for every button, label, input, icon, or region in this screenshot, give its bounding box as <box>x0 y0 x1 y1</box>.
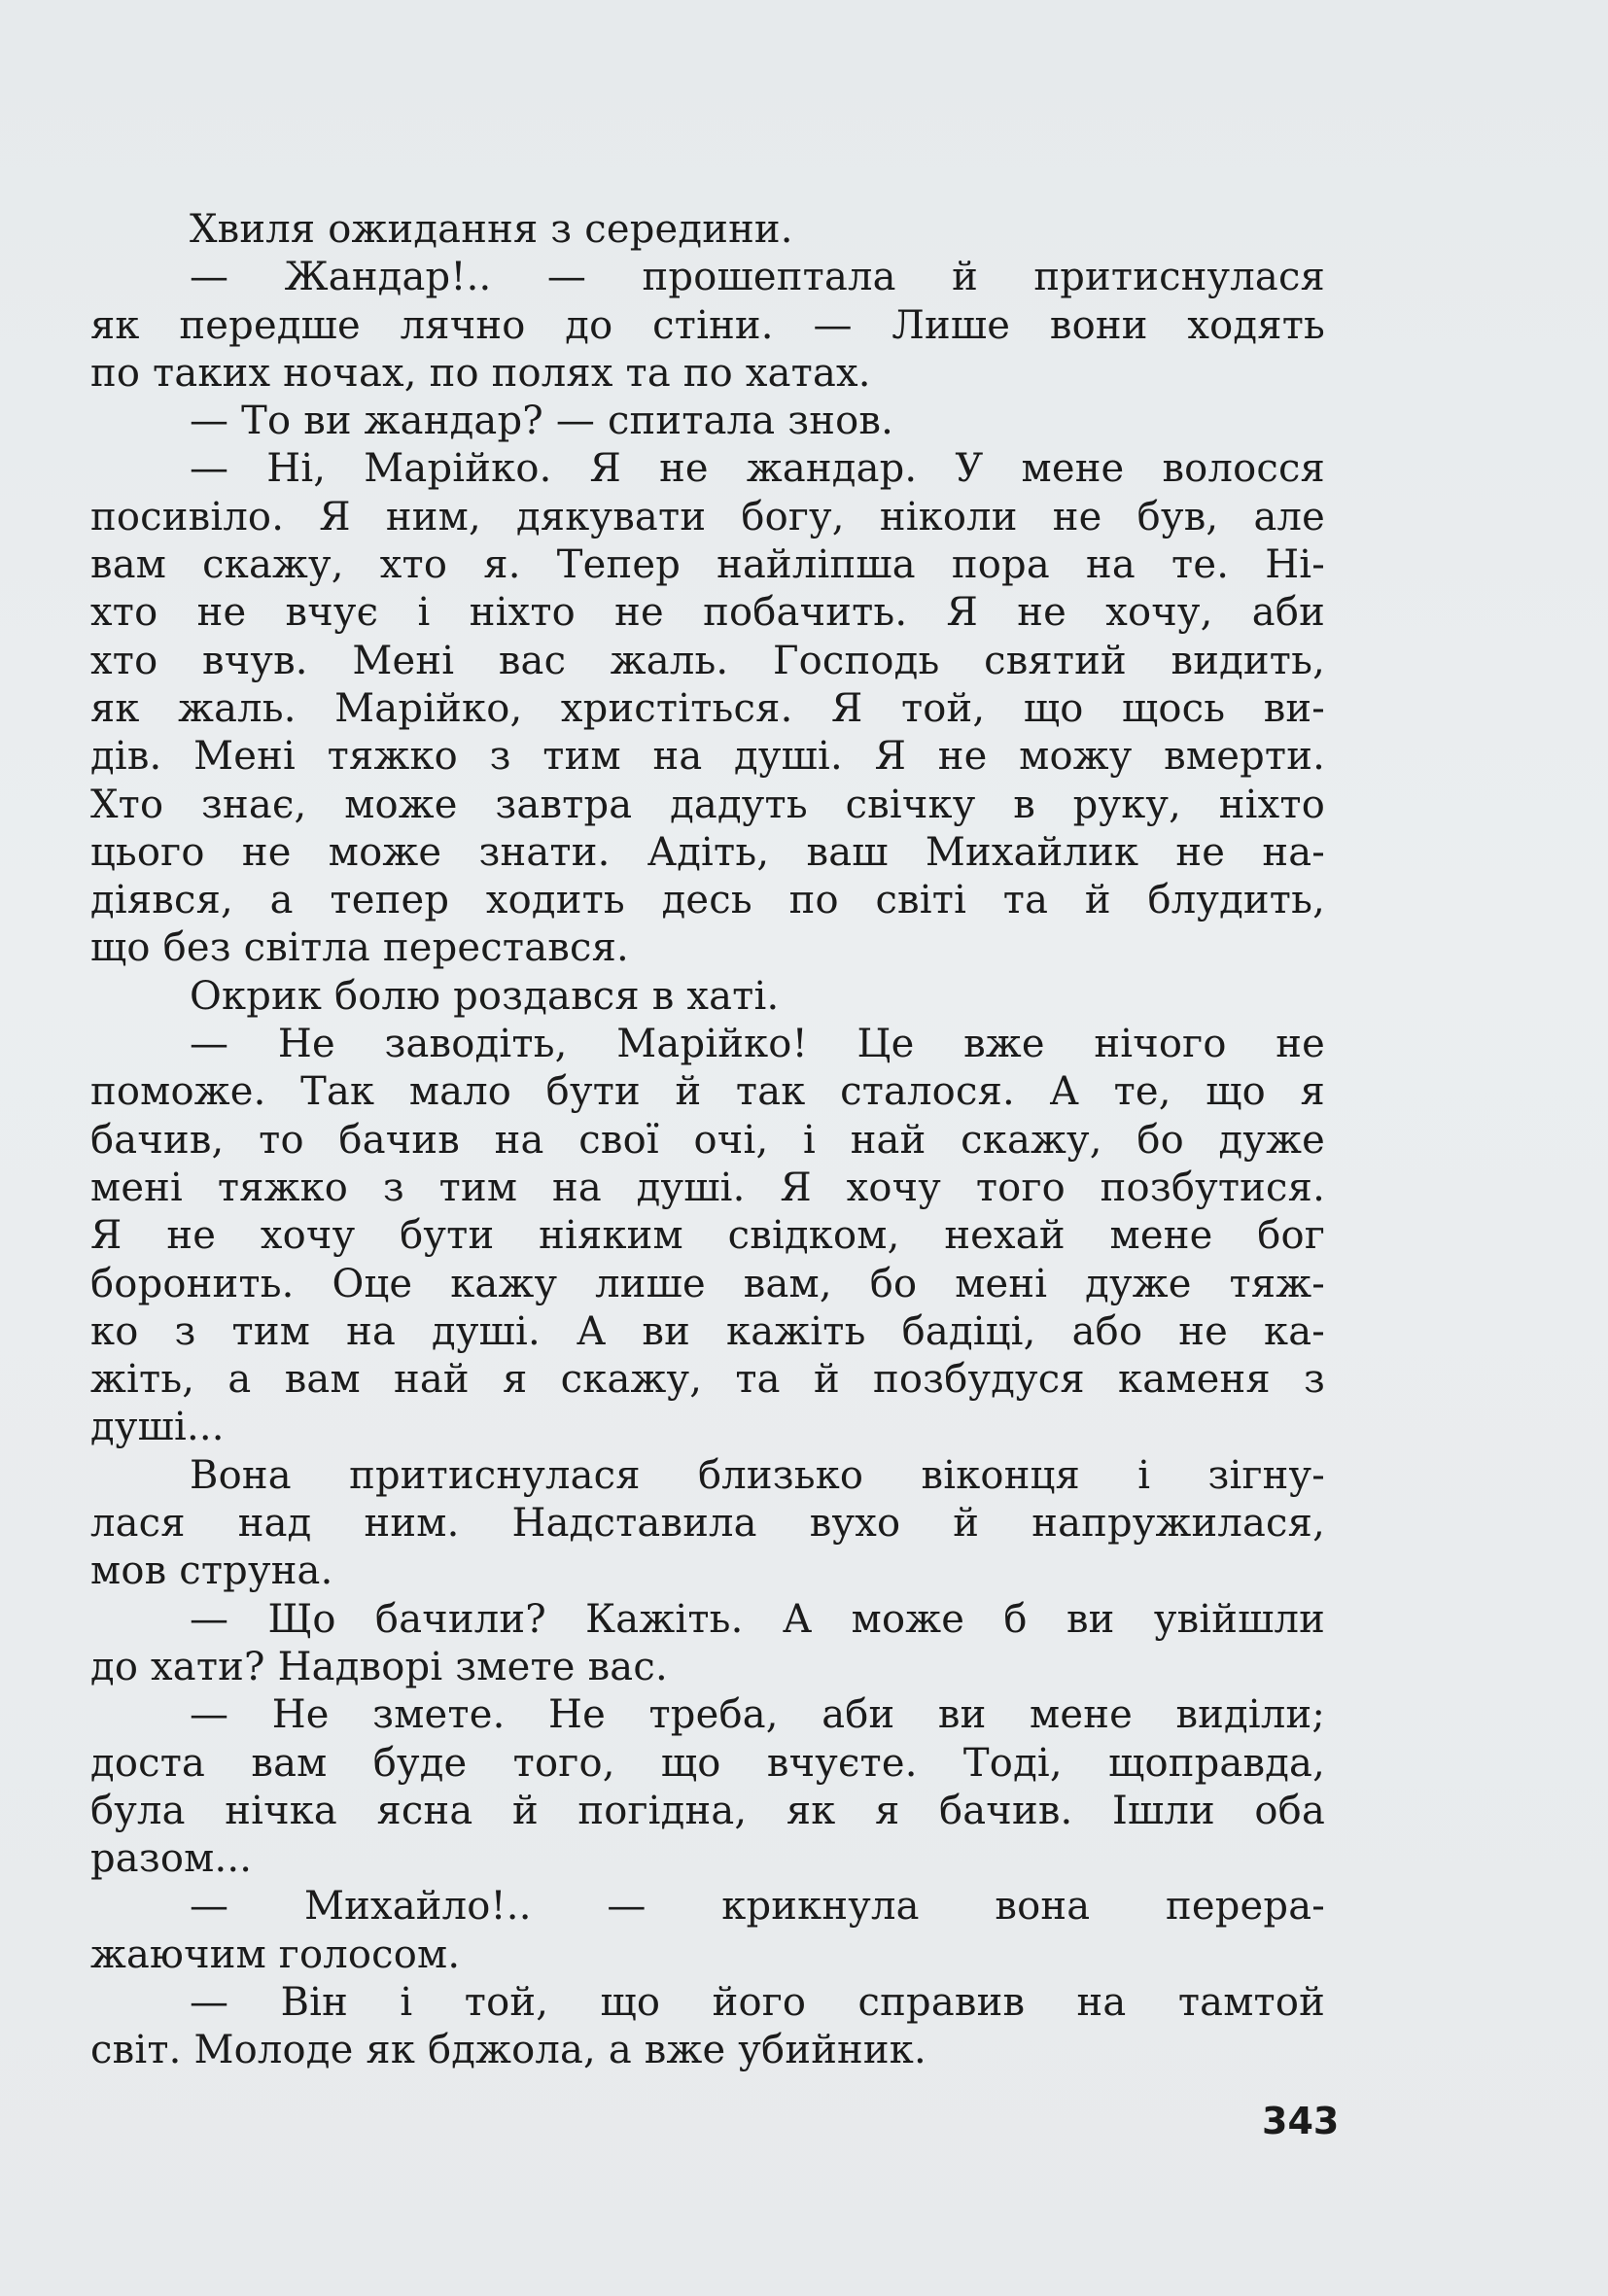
text-line: доста вам буде того, що вчуєте. Тоді, щоправда, <box>90 1740 1325 1786</box>
text-line: — Що бачили? Кажіть. А може б ви увійшли <box>190 1596 1325 1642</box>
text-line: Хто знає, може завтра дадуть свічку в руку, ніхто <box>90 782 1325 827</box>
text-line: — Він і той, що його справив на тамтой <box>190 1979 1325 2025</box>
page-number: 343 <box>1262 2100 1340 2142</box>
text-line: бачив, то бачив на свої очі, і най скажу, бо дуже <box>90 1117 1325 1163</box>
text-line: по таких ночах, по полях та по хатах. <box>90 350 871 396</box>
text-line: Вона притиснулася близько віконця і зігну- <box>190 1452 1325 1498</box>
text-line: була нічка ясна й погідна, як я бачив. Ішли оба <box>90 1788 1325 1833</box>
text-line: — Жандар!.. — прошептала й притиснулася <box>190 255 1325 300</box>
text-line: душі... <box>90 1405 225 1450</box>
text-line: хто не вчує і ніхто не побачить. Я не хочу, аби <box>90 590 1325 636</box>
text-line: — Не заводіть, Марійко! Це вже нічого не <box>190 1022 1325 1067</box>
text-line: — Не змете. Не треба, аби ви мене виділи; <box>190 1692 1325 1738</box>
text-line: хто вчув. Мені вас жаль. Господь святий видить, <box>90 638 1325 683</box>
text-line: дів. Мені тяжко з тим на душі. Я не можу вмерти. <box>90 734 1325 780</box>
text-line: що без світла перестався. <box>90 925 629 971</box>
text-line: мов струна. <box>90 1548 333 1594</box>
text-line: мені тяжко з тим на душі. Я хочу того позбутися. <box>90 1165 1325 1210</box>
text-line: жаючим голосом. <box>90 1931 461 1977</box>
text-line: поможе. Так мало бути й так сталося. А те, що я <box>90 1069 1325 1115</box>
text-line: — Ні, Марійко. Я не жандар. У мене волосся <box>190 446 1325 492</box>
text-line: цього не може знати. Адіть, ваш Михайлик не на- <box>90 829 1325 875</box>
body-text <box>90 206 1325 2075</box>
text-line: — Михайло!.. — крикнула вона перера- <box>190 1884 1325 1930</box>
text-line: — То ви жандар? — спитала знов. <box>190 399 894 444</box>
text-line: ко з тим на душі. А ви кажіть бадіці, або не ка- <box>90 1308 1325 1354</box>
text-line: до хати? Надворі змете вас. <box>90 1644 668 1689</box>
text-line: жіть, а вам най я скажу, та й позбудуся каменя з <box>90 1357 1325 1403</box>
text-line: як передше лячно до стіни. — Лише вони ходять <box>90 302 1325 348</box>
text-line: діявся, а тепер ходить десь по світі та й блудить, <box>90 878 1325 923</box>
text-line: вам скажу, хто я. Тепер найліпша пора на те. Ні- <box>90 542 1325 588</box>
text-line: Я не хочу бути ніяким свідком, нехай мене бог <box>90 1213 1325 1259</box>
text-line: Хвиля ожидання з середини. <box>190 207 793 252</box>
text-line: світ. Молоде як бджола, а вже убийник. <box>90 2028 926 2073</box>
text-line: Окрик болю роздався в хаті. <box>190 973 780 1019</box>
text-line: посивіло. Я ним, дякувати богу, ніколи не був, але <box>90 494 1325 539</box>
text-line: боронить. Оце кажу лише вам, бо мені дуже тяж- <box>90 1261 1325 1306</box>
text-line: разом... <box>90 1836 253 1882</box>
text-line: лася над ним. Надставила вухо й напружилася, <box>90 1501 1325 1547</box>
text-line: як жаль. Марійко, христіться. Я той, що щось ви- <box>90 685 1325 731</box>
